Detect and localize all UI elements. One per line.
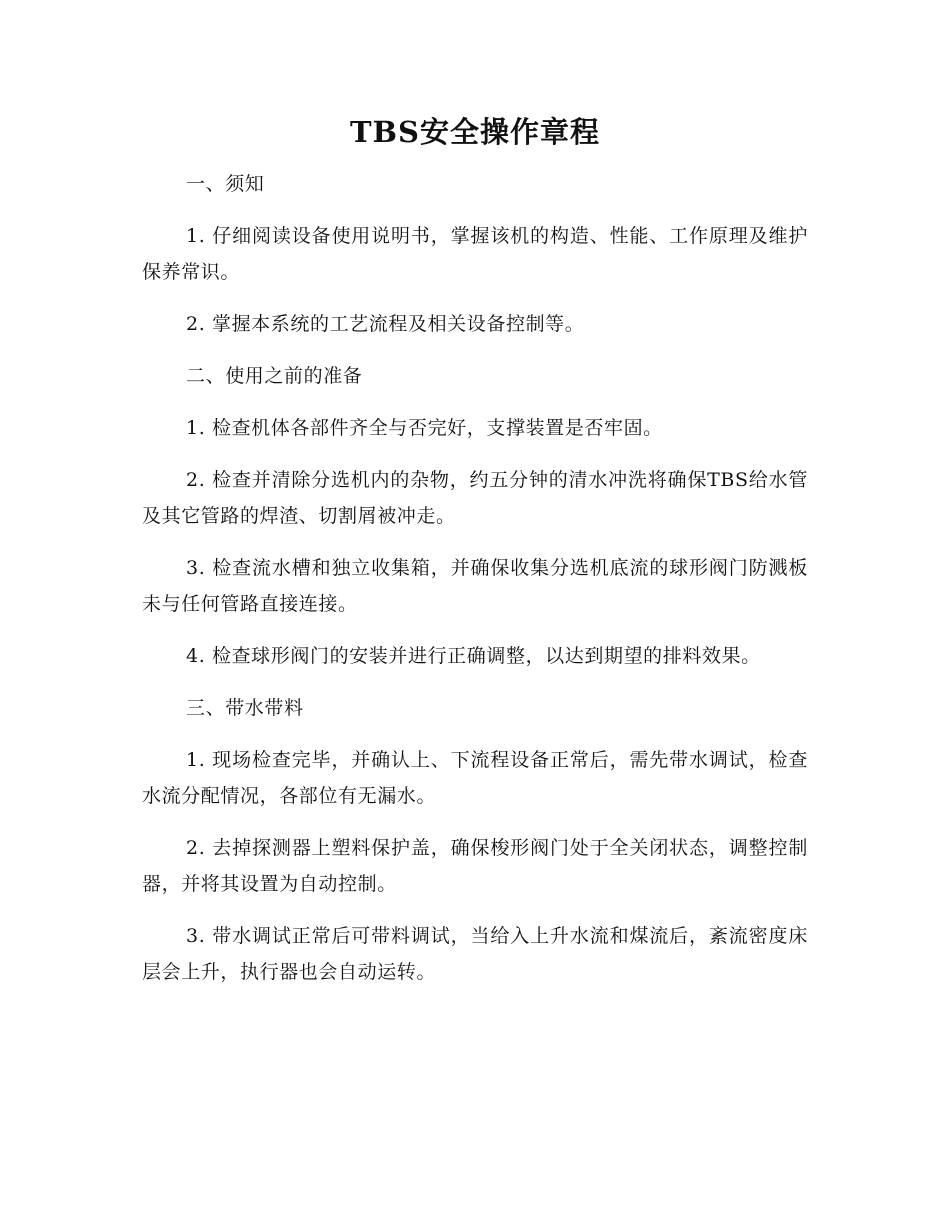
document-title: TBS安全操作章程 (349, 115, 601, 149)
section-item: 2. 检查并清除分选机内的杂物，约五分钟的清水冲洗将确保TBS给水管及其它管路的焊渣、切割屑被冲走。 (142, 469, 808, 527)
section-item: 1. 现场检查完毕，并确认上、下流程设备正常后，需先带水调试，检查水流分配情况，各部位有无漏水。 (142, 749, 808, 807)
section-item: 3. 检查流水槽和独立收集箱，并确保收集分选机底流的球形阀门防溅板未与任何管路直接连接。 (142, 557, 808, 615)
section-item: 4. 检查球形阀门的安装并进行正确调整，以达到期望的排料效果。 (186, 645, 761, 667)
section-item: 3. 带水调试正常后可带料调试，当给入上升水流和煤流后，紊流密度床层会上升，执行器也会自动运转。 (142, 925, 808, 983)
section-heading: 一、须知 (186, 173, 265, 195)
section-heading: 三、带水带料 (186, 697, 304, 719)
section-item: 2. 掌握本系统的工艺流程及相关设备控制等。 (186, 313, 585, 335)
section-heading: 二、使用之前的准备 (186, 365, 363, 387)
section-item: 1. 检查机体各部件齐全与否完好，支撑装置是否牢固。 (186, 417, 663, 439)
document-body (142, 166, 808, 1006)
section-item: 1. 仔细阅读设备使用说明书，掌握该机的构造、性能、工作原理及维护保养常识。 (142, 225, 808, 283)
section-item: 2. 去掉探测器上塑料保护盖，确保梭形阀门处于全关闭状态，调整控制器，并将其设置为自动控制。 (142, 837, 808, 895)
